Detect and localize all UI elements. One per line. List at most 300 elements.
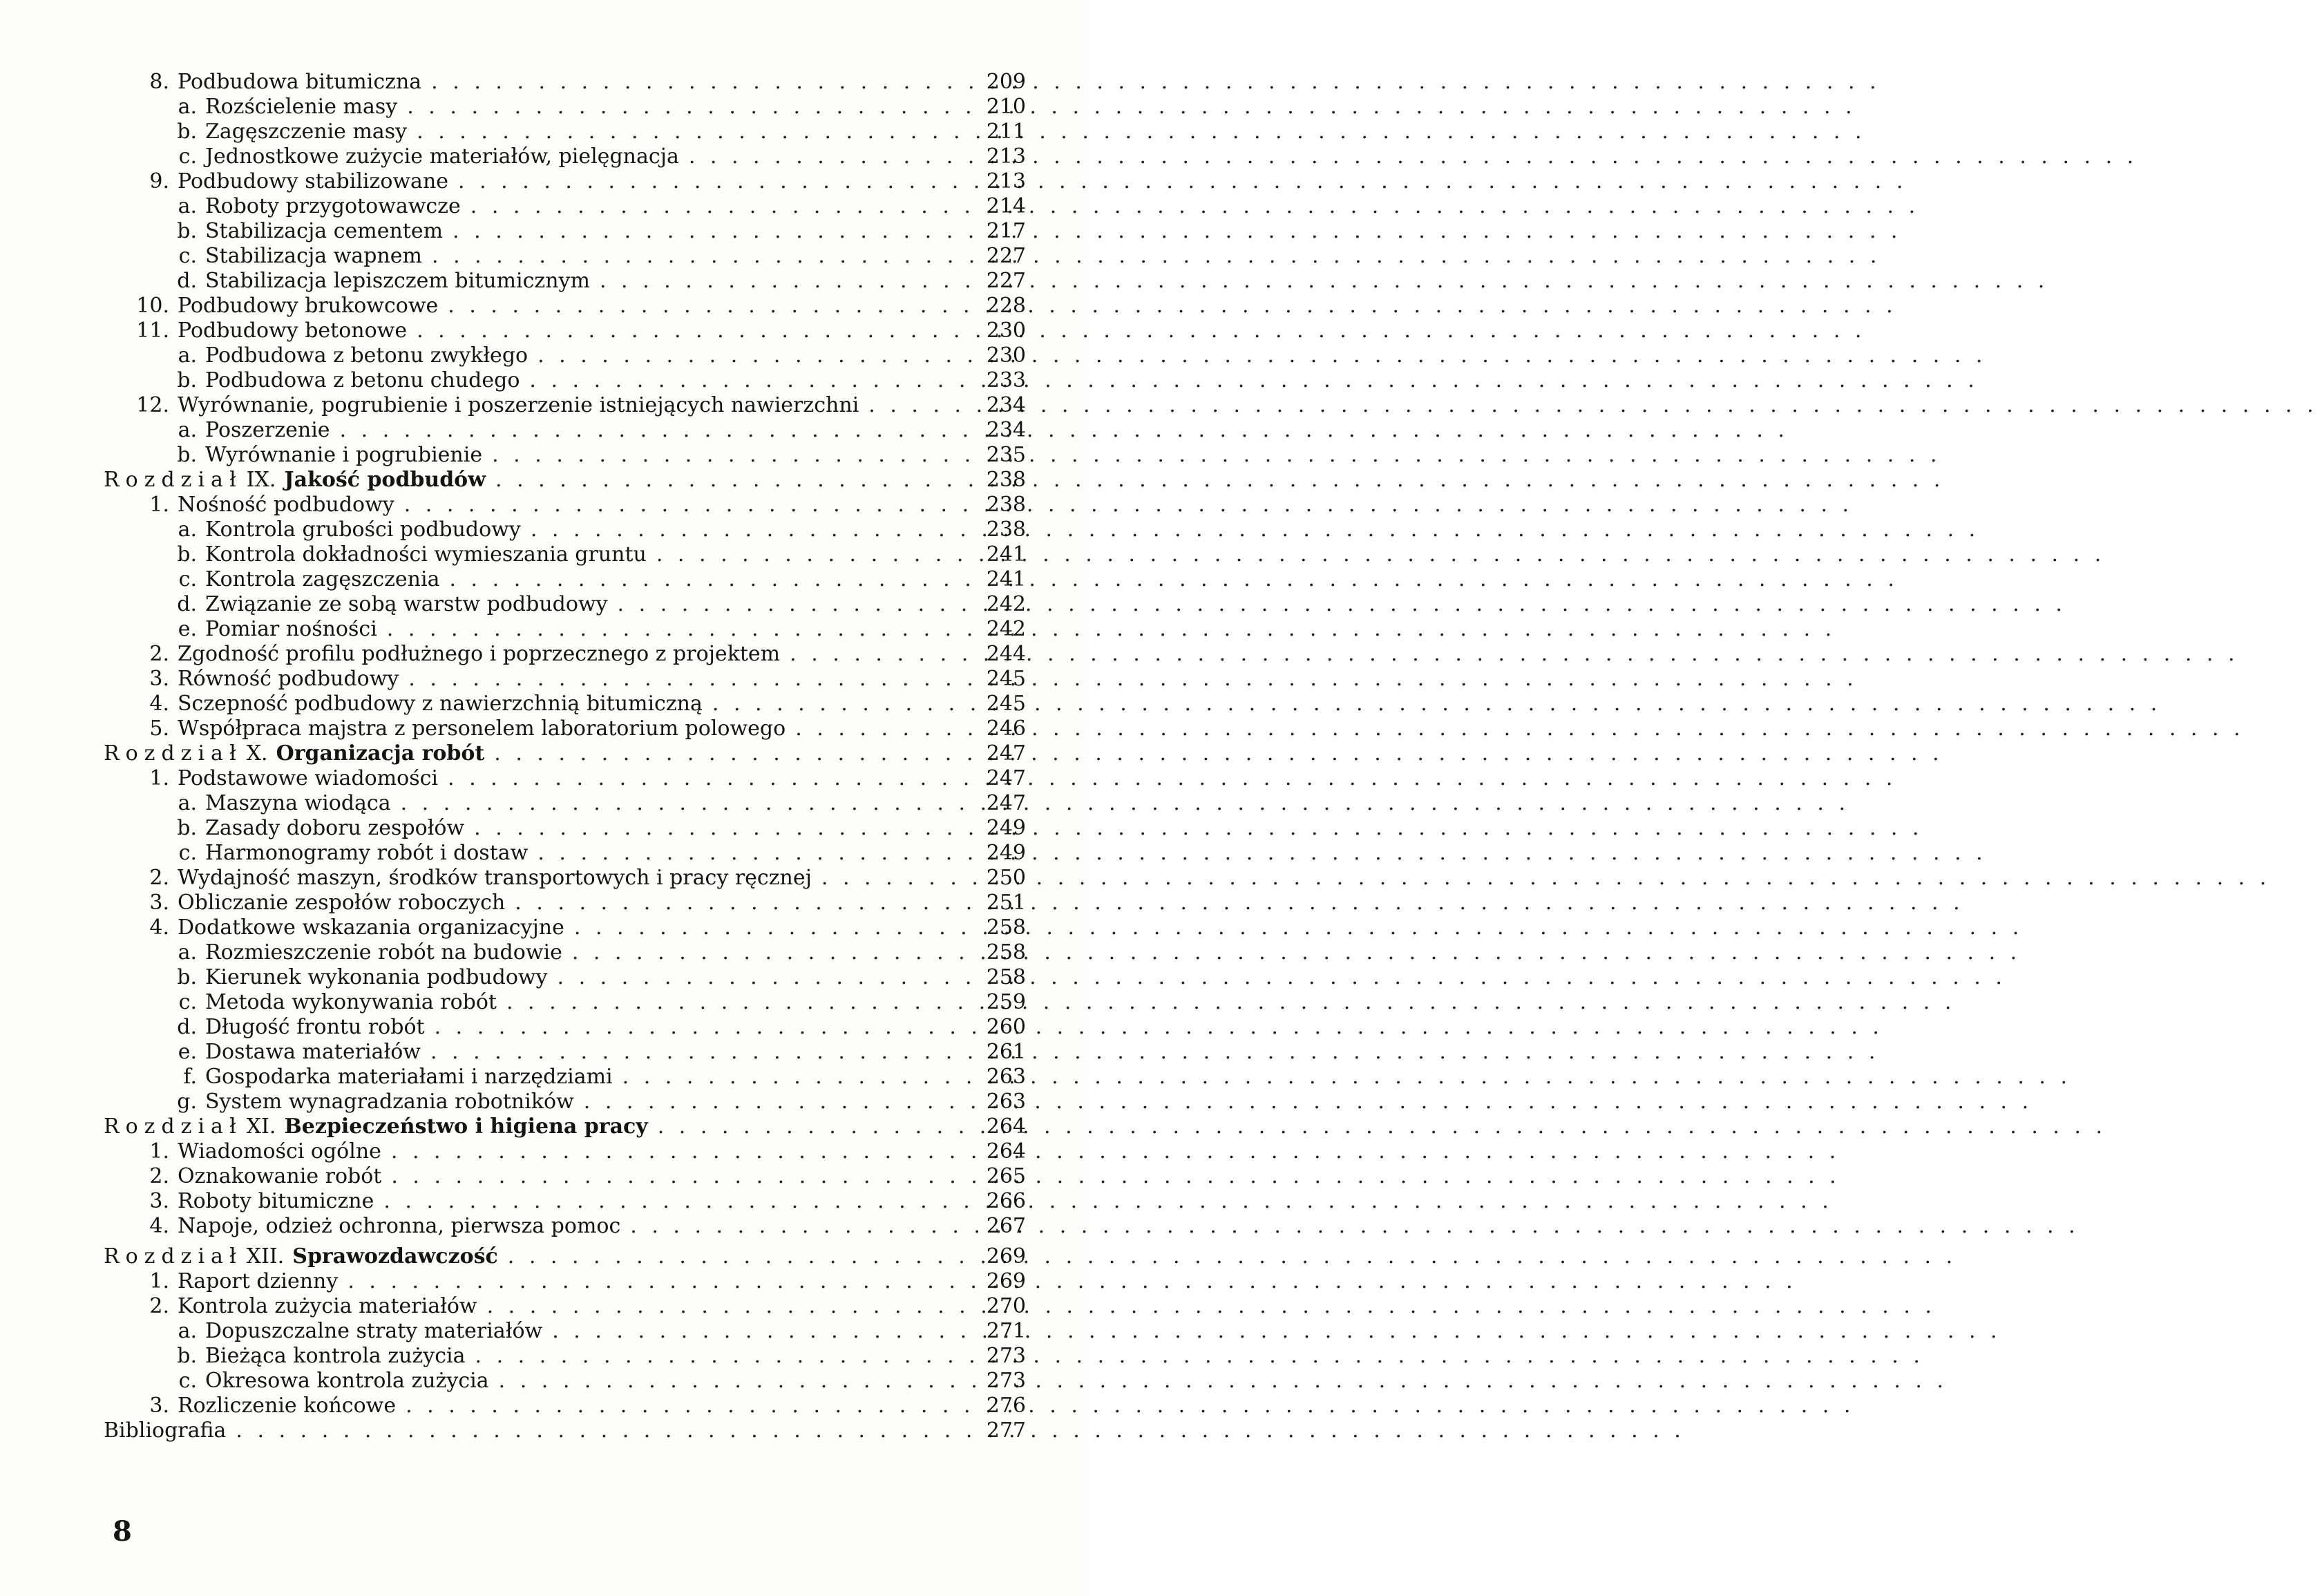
dot-leader (453, 219, 1905, 244)
entry-page-number: 266 (986, 1189, 1026, 1213)
toc-subsection-row (104, 990, 1026, 1015)
entry-number: a. (178, 791, 197, 815)
entry-title: Dodatkowe wskazania organizacyjne (178, 915, 564, 940)
toc-subsection-row (104, 517, 1026, 542)
entry-title: Związanie ze sobą warstw podbudowy (205, 592, 608, 616)
toc-subsection-row (104, 368, 1026, 393)
toc-entry-lead (104, 667, 978, 692)
toc-subsection-row (104, 816, 1026, 841)
entry-title: Okresowa kontrola zużycia (205, 1369, 489, 1393)
entry-page-number: 249 (986, 816, 1026, 840)
chapter-word: Rozdział (104, 741, 242, 766)
toc-section-row (104, 766, 1026, 791)
toc-entry-lead (104, 393, 978, 418)
dot-leader (401, 791, 1854, 816)
toc-subsection-row (104, 965, 1026, 990)
entry-page-number: 264 (986, 1139, 1026, 1163)
toc-subsection-row (104, 144, 1026, 169)
entry-page-number: 209 (986, 70, 1026, 94)
entry-number: 11. (136, 319, 169, 343)
dot-leader (391, 1164, 1844, 1189)
entry-page-number: 238 (986, 468, 1026, 492)
toc-entry-lead (104, 443, 978, 468)
entry-page-number: 241 (986, 567, 1026, 591)
dot-leader (622, 1065, 2075, 1090)
toc-entry-lead (104, 617, 978, 642)
entry-page-number: 263 (986, 1065, 1026, 1089)
entry-page-number: 247 (986, 766, 1026, 790)
toc-entry-lead (104, 194, 978, 219)
entry-title: Wyrównanie, pogrubienie i poszerzenie istniejących nawierzchni (178, 393, 859, 417)
entry-page-number: 261 (986, 1040, 1026, 1064)
dot-leader (475, 1344, 1928, 1369)
toc-entry-lead (104, 1164, 978, 1189)
toc-section-row (104, 1164, 1026, 1189)
dot-leader (515, 891, 1968, 915)
dot-leader (383, 1189, 1836, 1214)
dot-leader (584, 1090, 2037, 1114)
dot-leader (492, 443, 1945, 468)
dot-leader (407, 95, 1860, 120)
entry-page-number: 258 (986, 915, 1026, 940)
dot-leader (417, 319, 1869, 343)
entry-page-number: 277 (986, 1418, 1026, 1443)
entry-number: 2. (149, 642, 169, 666)
entry-page-number: 217 (986, 219, 1026, 243)
toc-entry-lead (104, 990, 978, 1015)
dot-leader (537, 343, 1990, 368)
toc-entry-lead (104, 1214, 978, 1239)
entry-title: Raport dzienny (178, 1269, 339, 1293)
entry-page-number: 249 (986, 841, 1026, 865)
toc-subsection-row (104, 791, 1026, 816)
entry-page-number: 250 (986, 866, 1026, 890)
toc-entry-lead (104, 692, 978, 716)
entry-number: b. (177, 443, 197, 467)
entry-title: Bibliografia (104, 1418, 227, 1443)
toc-section-row (104, 1294, 1026, 1319)
entry-title: Podbudowy betonowe (178, 319, 408, 343)
toc-subsection-row (104, 244, 1026, 269)
toc-section-row (104, 642, 1026, 667)
entry-title: Podbudowa z betonu chudego (205, 368, 520, 392)
entry-title: Bieżąca kontrola zużycia (205, 1344, 466, 1368)
toc-subsection-row (104, 841, 1026, 866)
toc-entry-lead (104, 816, 978, 841)
toc-subsection-row (104, 443, 1026, 468)
dot-leader (387, 617, 1840, 642)
entry-number: 1. (149, 766, 169, 790)
toc-entry-lead (104, 517, 978, 542)
toc-entry-lead (104, 1189, 978, 1214)
entry-page-number: 247 (986, 791, 1026, 815)
toc-entry-lead (104, 1244, 978, 1269)
entry-number: 4. (149, 692, 169, 716)
entry-page-number: 211 (986, 120, 1026, 144)
entry-number: 4. (149, 1214, 169, 1238)
entry-page-number: 233 (986, 368, 1026, 392)
toc-entry-lead (104, 1090, 978, 1114)
dot-leader (406, 1394, 1858, 1418)
toc-entry-lead (104, 841, 978, 866)
chapter-title: Jakość podbudów (284, 468, 486, 492)
toc-entry-lead (104, 915, 978, 940)
entry-title: Dostawa materiałów (205, 1040, 421, 1064)
toc-entry-lead (104, 642, 978, 667)
dot-leader (529, 368, 1982, 393)
entry-number: 1. (149, 1269, 169, 1293)
toc-entry-lead (104, 567, 978, 592)
entry-page-number: 246 (986, 716, 1026, 741)
entry-title: Wyrównanie i pogrubienie (205, 443, 483, 467)
entry-title: Podstawowe wiadomości (178, 766, 439, 790)
toc-subsection-row (104, 194, 1026, 219)
toc-subsection-row (104, 617, 1026, 642)
entry-page-number: 230 (986, 343, 1026, 368)
entry-number: a. (178, 343, 197, 368)
entry-number: g. (177, 1090, 197, 1114)
toc-entry-lead (104, 294, 978, 319)
entry-page-number: 227 (986, 269, 1026, 293)
entry-title: Długość frontu robót (205, 1015, 425, 1039)
entry-page-number: 270 (986, 1294, 1026, 1318)
toc-entry-lead (104, 1139, 978, 1164)
toc-entry-lead (104, 1418, 978, 1443)
toc-entry-lead (104, 766, 978, 791)
dot-leader (408, 667, 1861, 692)
chapter-word: Rozdział (104, 468, 242, 492)
entry-number: 3. (149, 891, 169, 915)
dot-leader (656, 542, 2109, 567)
toc-entry-lead (104, 269, 978, 294)
entry-page-number: 273 (986, 1369, 1026, 1393)
entry-title: Sczepność podbudowy z nawierzchnią bitumiczną (178, 692, 703, 716)
toc-chapter-row (104, 741, 1026, 766)
entry-title: Obliczanie zespołów roboczych (178, 891, 506, 915)
toc-entry-lead (104, 368, 978, 393)
dot-leader (572, 940, 2025, 965)
dot-leader (531, 517, 1983, 542)
entry-page-number: 247 (986, 741, 1026, 766)
entry-page-number: 269 (986, 1269, 1026, 1293)
toc-entry-lead (104, 1040, 978, 1065)
entry-page-number: 241 (986, 542, 1026, 567)
entry-number: 10. (136, 294, 169, 318)
entry-number: c. (178, 567, 197, 591)
dot-leader (404, 493, 1857, 517)
entry-title: Wydajność maszyn, środków transportowych i pracy ręcznej (178, 866, 812, 890)
entry-number: b. (177, 120, 197, 144)
toc-entry-lead (104, 1114, 978, 1139)
toc-section-row (104, 1394, 1026, 1418)
toc-subsection-row (104, 1319, 1026, 1344)
toc-entry-lead (104, 343, 978, 368)
toc-subsection-row (104, 269, 1026, 294)
entry-number: 8. (149, 70, 169, 94)
dot-leader (431, 70, 1884, 95)
dot-leader (435, 1015, 1887, 1040)
toc-entry-lead (104, 1394, 978, 1418)
entry-title: Wiadomości ogólne (178, 1139, 381, 1163)
dot-leader (391, 1139, 1844, 1164)
dot-leader (868, 393, 2321, 418)
toc-subsection-row (104, 1369, 1026, 1394)
toc-section-row (104, 891, 1026, 915)
entry-number: 3. (149, 1189, 169, 1213)
entry-page-number: 259 (986, 990, 1026, 1014)
entry-title: Kontrola grubości podbudowy (205, 517, 521, 542)
entry-title: System wynagradzania robotników (205, 1090, 574, 1114)
entry-page-number: 260 (986, 1015, 1026, 1039)
entry-title: Roboty bitumiczne (178, 1189, 374, 1213)
entry-page-number: 264 (986, 1114, 1026, 1139)
entry-title: Kontrola zagęszczenia (205, 567, 440, 591)
entry-number: 1. (149, 493, 169, 517)
toc-chapter-row (104, 1114, 1026, 1139)
entry-number: b. (177, 965, 197, 989)
entry-number: b. (177, 1344, 197, 1368)
dot-leader (340, 418, 1793, 443)
entry-page-number: 258 (986, 965, 1026, 989)
entry-number: b. (177, 368, 197, 392)
toc-entry-lead (104, 120, 978, 144)
toc-section-row (104, 1189, 1026, 1214)
dot-leader (474, 816, 1927, 841)
toc-entry-lead (104, 866, 978, 891)
entry-number: 3. (149, 667, 169, 691)
entry-page-number: 244 (986, 642, 1026, 666)
toc-subsection-row (104, 120, 1026, 144)
dot-leader (630, 1214, 2083, 1239)
toc-subsection-row (104, 542, 1026, 567)
toc-subsection-row (104, 1344, 1026, 1369)
toc-entry-lead (104, 1294, 978, 1319)
toc-entry-lead (104, 791, 978, 816)
entry-number: d. (177, 1015, 197, 1039)
entry-number: a. (178, 418, 197, 442)
entry-title: Stabilizacja wapnem (205, 244, 422, 268)
dot-leader (487, 1294, 1940, 1319)
entry-number: d. (177, 592, 197, 616)
toc-section-row (104, 294, 1026, 319)
toc-section-row (104, 493, 1026, 517)
entry-title: Podbudowy stabilizowane (178, 169, 449, 193)
dot-leader (658, 1114, 2111, 1139)
chapter-title: Bezpieczeństwo i higiena pracy (284, 1114, 648, 1139)
entry-title: Podbudowa bitumiczna (178, 70, 422, 94)
dot-leader (499, 1369, 1952, 1394)
entry-title: Rozścielenie masy (205, 95, 398, 119)
entry-title: Kontrola dokładności wymieszania gruntu (205, 542, 647, 567)
page-folio-number: 8 (113, 1515, 132, 1548)
entry-number: a. (178, 517, 197, 542)
entry-title: Stabilizacja cementem (205, 219, 444, 243)
entry-title: Roboty przygotowawcze (205, 194, 461, 218)
toc-bibliography-row (104, 1418, 1026, 1443)
chapter-number: XI. (246, 1114, 276, 1139)
toc-subsection-row (104, 1015, 1026, 1040)
entry-number: c. (178, 144, 197, 169)
entry-page-number: 234 (986, 418, 1026, 442)
toc-section-row (104, 1214, 1026, 1239)
entry-title: Kierunek wykonania podbudowy (205, 965, 548, 989)
entry-number: 2. (149, 1164, 169, 1188)
toc-entry-lead (104, 965, 978, 990)
toc-entry-lead (104, 940, 978, 965)
chapter-title: Organizacja robót (276, 741, 485, 766)
dot-leader (552, 1319, 2005, 1344)
dot-leader (821, 866, 2274, 891)
dot-leader (689, 144, 2142, 169)
toc-entry-lead (104, 542, 978, 567)
dot-leader (236, 1418, 1688, 1443)
entry-page-number: 210 (986, 95, 1026, 119)
toc-entry-lead (104, 1269, 978, 1294)
entry-title: Rozmieszczenie robót na budowie (205, 940, 562, 965)
toc-subsection-row (104, 1090, 1026, 1114)
entry-page-number: 265 (986, 1164, 1026, 1188)
toc-entry-lead (104, 1344, 978, 1369)
entry-page-number: 245 (986, 692, 1026, 716)
toc-entry-lead (104, 95, 978, 120)
entry-title: Pomiar nośności (205, 617, 377, 641)
table-of-contents (104, 70, 1026, 1443)
entry-number: a. (178, 194, 197, 218)
entry-number: c. (178, 841, 197, 865)
entry-page-number: 230 (986, 319, 1026, 343)
toc-subsection-row (104, 1040, 1026, 1065)
entry-number: c. (178, 244, 197, 268)
toc-entry-lead (104, 891, 978, 915)
entry-title: Równość podbudowy (178, 667, 399, 691)
toc-entry-lead (104, 1015, 978, 1040)
entry-number: a. (178, 95, 197, 119)
toc-chapter-row (104, 1244, 1026, 1269)
entry-page-number: 242 (986, 617, 1026, 641)
toc-entry-lead (104, 741, 978, 766)
entry-number: a. (178, 940, 197, 965)
chapter-word: Rozdział (104, 1244, 242, 1269)
entry-number: e. (178, 1040, 197, 1064)
entry-number: b. (177, 542, 197, 567)
toc-chapter-row (104, 468, 1026, 493)
entry-number: 4. (149, 915, 169, 940)
entry-title: Zasady doboru zespołów (205, 816, 465, 840)
entry-number: f. (183, 1065, 197, 1089)
toc-entry-lead (104, 418, 978, 443)
toc-entry-lead (104, 169, 978, 194)
toc-entry-lead (104, 493, 978, 517)
entry-title: Oznakowanie robót (178, 1164, 382, 1188)
dot-leader (417, 120, 1869, 144)
entry-number: 9. (149, 169, 169, 193)
chapter-number: IX. (246, 468, 276, 492)
entry-title: Metoda wykonywania robót (205, 990, 497, 1014)
toc-section-row (104, 667, 1026, 692)
toc-subsection-row (104, 940, 1026, 965)
entry-title: Podbudowy brukowcowe (178, 294, 439, 318)
toc-entry-lead (104, 592, 978, 617)
entry-page-number: 271 (986, 1319, 1026, 1343)
toc-subsection-row (104, 1065, 1026, 1090)
dot-leader (558, 965, 2010, 990)
entry-title: Stabilizacja lepiszczem bitumicznym (205, 269, 590, 293)
entry-page-number: 245 (986, 667, 1026, 691)
entry-page-number: 214 (986, 194, 1026, 218)
toc-entry-lead (104, 70, 978, 95)
entry-number: 2. (149, 1294, 169, 1318)
chapter-word: Rozdział (104, 1114, 242, 1139)
entry-number: c. (178, 990, 197, 1014)
toc-section-row (104, 1269, 1026, 1294)
entry-title: Współpraca majstra z personelem laboratorium polowego (178, 716, 786, 741)
entry-page-number: 273 (986, 1344, 1026, 1368)
entry-page-number: 213 (986, 144, 1026, 169)
dot-leader (449, 567, 1902, 592)
entry-number: 2. (149, 866, 169, 890)
dot-leader (506, 990, 1959, 1015)
entry-title: Poszerzenie (205, 418, 330, 442)
entry-page-number: 234 (986, 393, 1026, 417)
dot-leader (470, 194, 1923, 219)
dot-leader (618, 592, 2071, 617)
entry-number: c. (178, 1369, 197, 1393)
entry-number: b. (177, 219, 197, 243)
entry-number: 1. (149, 1139, 169, 1163)
entry-title: Kontrola zużycia materiałów (178, 1294, 477, 1318)
dot-leader (348, 1269, 1800, 1294)
entry-title: Jednostkowe zużycie materiałów, pielęgnacja (205, 144, 679, 169)
entry-title: Maszyna wiodąca (205, 791, 391, 815)
entry-title: Harmonogramy robót i dostaw (205, 841, 529, 865)
toc-section-row (104, 716, 1026, 741)
toc-entry-lead (104, 1065, 978, 1090)
toc-section-row (104, 1139, 1026, 1164)
toc-subsection-row (104, 418, 1026, 443)
entry-number: 3. (149, 1394, 169, 1418)
dot-leader (432, 244, 1885, 269)
chapter-title: Sprawozdawczość (292, 1244, 498, 1269)
dot-leader (712, 692, 2165, 716)
entry-number: b. (177, 816, 197, 840)
entry-number: d. (177, 269, 197, 293)
toc-section-row (104, 915, 1026, 940)
entry-title: Podbudowa z betonu zwykłego (205, 343, 529, 368)
entry-page-number: 269 (986, 1244, 1026, 1269)
dot-leader (430, 1040, 1883, 1065)
entry-page-number: 227 (986, 244, 1026, 268)
toc-entry-lead (104, 1369, 978, 1394)
dot-leader (537, 841, 1990, 866)
toc-entry-lead (104, 219, 978, 244)
entry-page-number: 235 (986, 443, 1026, 467)
toc-section-row (104, 866, 1026, 891)
dot-leader (508, 1244, 1961, 1269)
entry-page-number: 228 (986, 294, 1026, 318)
toc-section-row (104, 692, 1026, 716)
entry-page-number: 276 (986, 1394, 1026, 1418)
entry-page-number: 242 (986, 592, 1026, 616)
toc-section-row (104, 319, 1026, 343)
entry-title: Dopuszczalne straty materiałów (205, 1319, 543, 1343)
toc-subsection-row (104, 567, 1026, 592)
entry-page-number: 238 (986, 517, 1026, 542)
entry-page-number: 267 (986, 1214, 1026, 1238)
entry-page-number: 251 (986, 891, 1026, 915)
dot-leader (574, 915, 2027, 940)
entry-page-number: 258 (986, 940, 1026, 965)
entry-number: a. (178, 1319, 197, 1343)
